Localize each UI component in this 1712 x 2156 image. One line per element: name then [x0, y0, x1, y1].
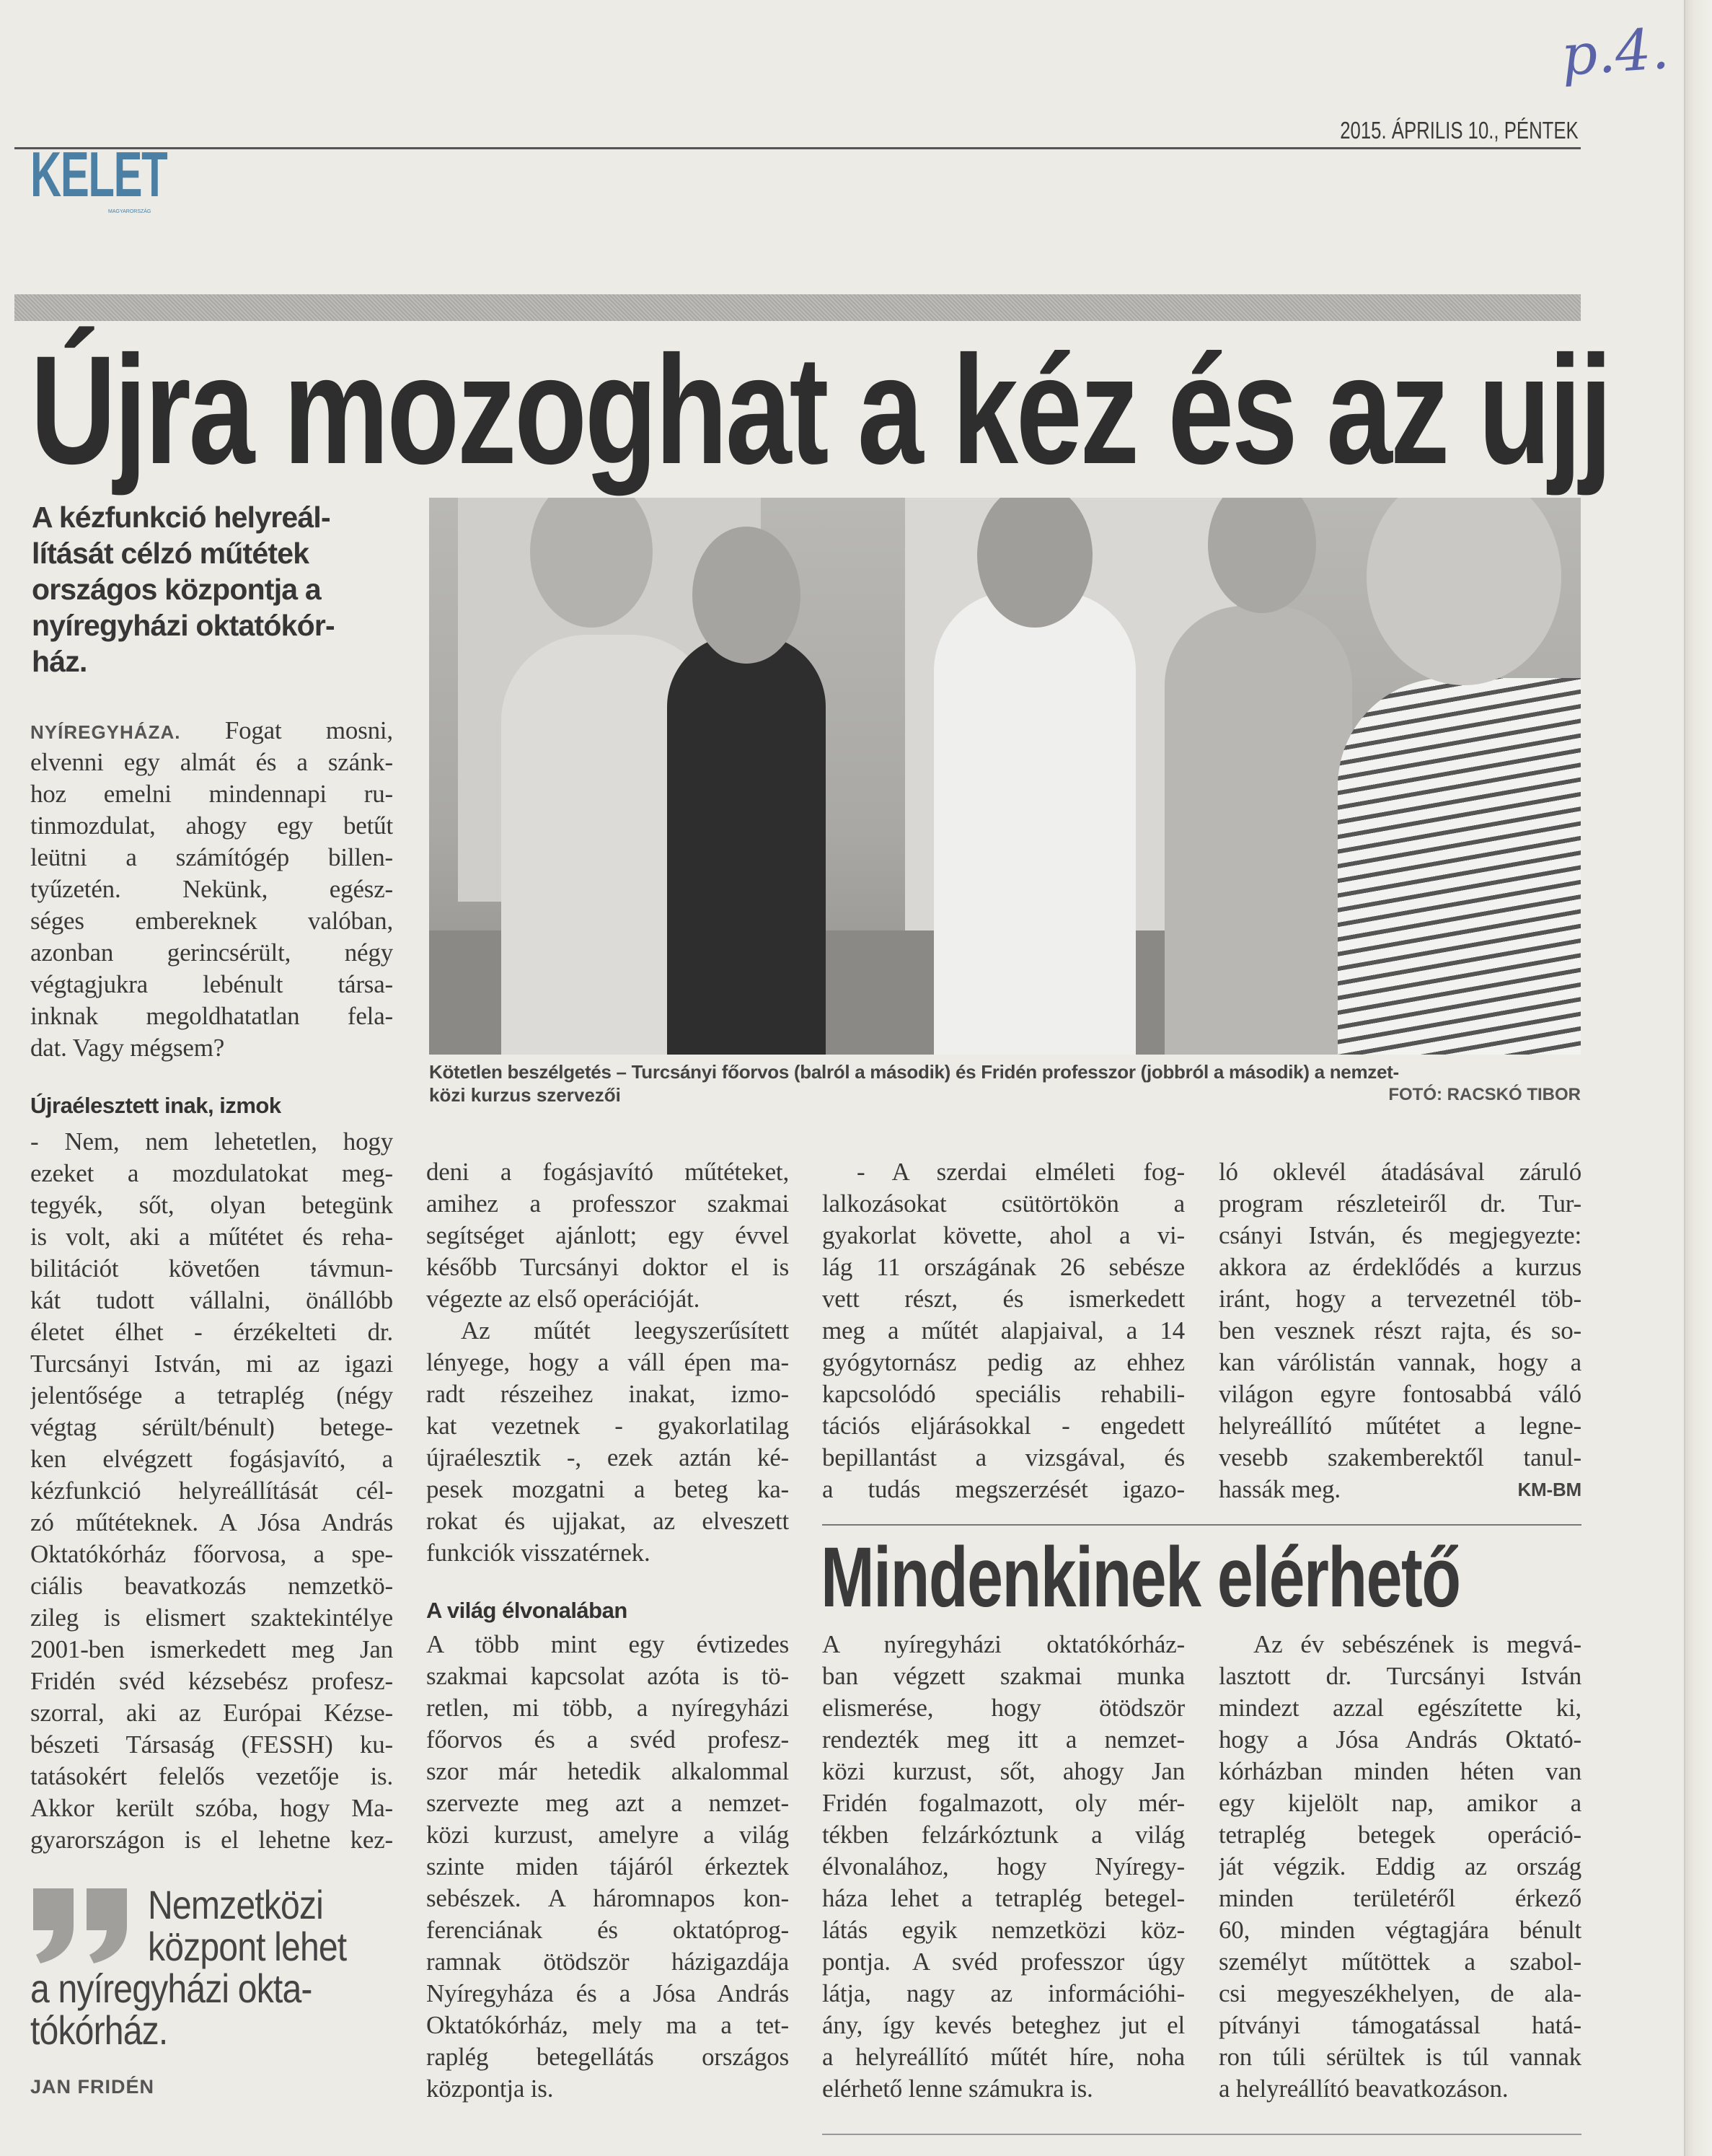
newspaper-logo-subtitle: MAGYARORSZÁG: [108, 209, 151, 214]
text-line: gyakorlat követte, ahol a vi-: [822, 1221, 1185, 1249]
text-line: ciális beavatkozás nemzetkö-: [30, 1572, 393, 1600]
dateline: NYÍREGYHÁZA.: [30, 721, 181, 743]
column-4-body: [1219, 1156, 1581, 1505]
article-photo: [429, 498, 1581, 1055]
text-line: helyreállító műtétet a legne-: [1219, 1412, 1581, 1440]
text-line: akkora az érdeklődés a kurzus: [1219, 1253, 1581, 1281]
pull-quote-line: tókórház.: [30, 2007, 168, 2053]
text-line: kát tudott vállalni, önállóbb: [30, 1286, 393, 1314]
text-line: Fridén svéd kézsebész profesz-: [30, 1667, 393, 1695]
text-line: kapcsolódó speciális rehabili-: [822, 1380, 1185, 1408]
text-line: ány, így kevés beteghez jut el: [822, 2011, 1185, 2039]
text-line: pontja. A svéd professzor úgy: [822, 1948, 1185, 1976]
text-line: ron túli sérültek is túl vannak: [1219, 2043, 1581, 2071]
pull-quote-attribution: JAN FRIDÉN: [30, 2076, 155, 2098]
photo-person-head: [692, 527, 800, 664]
photo-person: [667, 635, 826, 1055]
text-line: radt részeihez inakat, izmo-: [426, 1380, 789, 1408]
text-line: segítséget ajánlott; egy évvel: [426, 1221, 789, 1249]
text-line: tegyék, sőt, olyan betegünk: [30, 1191, 393, 1219]
photo-person-head: [1367, 498, 1561, 685]
text-line: mindezt azzal egészítette ki,: [1219, 1694, 1581, 1722]
text-line: elismerése, hogy ötödször: [822, 1694, 1185, 1722]
intro-paragraph: [30, 715, 393, 1064]
text-line: Nyíregyháza és a Jósa András: [426, 1979, 789, 2007]
scan-edge: [1684, 0, 1712, 2156]
text-line: Oktatókórház főorvosa, a spe-: [30, 1540, 393, 1568]
text-line: lasztott dr. Turcsányi István: [1219, 1662, 1581, 1690]
text-line: a tudás megszerzését igazo-: [822, 1475, 1185, 1503]
column-2-body: [426, 1156, 789, 1569]
text-line: bilitációt követően távmun-: [30, 1254, 393, 1282]
article-headline: Újra mozoghat a kéz és az ujj: [30, 324, 1610, 496]
text-line: ferenciának és oktatóprog-: [426, 1916, 789, 1944]
photo-person: [1165, 606, 1352, 1055]
text-line: tációs eljárásokkal - engedett: [822, 1412, 1185, 1440]
text-line: zileg is elismert szaktekintélye: [30, 1603, 393, 1632]
newspaper-logo: KELET: [30, 138, 167, 210]
text-line: minden területéről érkező: [1219, 1884, 1581, 1912]
text-line: Akkor került szóba, hogy Ma-: [30, 1794, 393, 1822]
caption-line: közi kurzus szervezői: [429, 1084, 621, 1106]
text-line: személyt műtöttek a szabol-: [1219, 1948, 1581, 1976]
text-line: elérhető lenne számukra is.: [822, 2074, 1093, 2103]
column-1-body: [30, 1126, 393, 1856]
sidebar-column-2: [1219, 1629, 1581, 2105]
text-line: azonban gerincsérült, négy: [30, 938, 393, 967]
text-line: jelentősége a tetraplég (négy: [30, 1381, 393, 1409]
text-line: Fridén fogalmazott, oly mér-: [822, 1789, 1185, 1817]
text-line: csányi István, és megjegyezte:: [1219, 1221, 1581, 1249]
text-line: végtag sérült/bénult) betege-: [30, 1413, 393, 1441]
text-line: kézfunkció helyreállítását cél-: [30, 1477, 393, 1505]
subhead: Újraélesztett inak, izmok: [30, 1093, 281, 1118]
text-line-rest: hassák meg.: [1219, 1475, 1341, 1503]
text-line: hoz emelni mindennapi ru-: [30, 780, 393, 808]
text-line: kan várólistán vannak, hogy a: [1219, 1348, 1581, 1376]
text-line: a helyreállító beavatkozáson.: [1219, 2074, 1509, 2103]
text-line: látja, nagy az információhi-: [822, 1979, 1185, 2007]
text-line: amihez a professzor szakmai: [426, 1189, 789, 1218]
text-line: szakmai kapcsolat azóta is tö-: [426, 1662, 789, 1690]
text-line: egy kijelölt nap, amikor a: [1219, 1789, 1581, 1817]
text-line: gyarországon is el lehetne kez-: [30, 1826, 393, 1854]
text-line: világon egyre fontosabbá váló: [1219, 1380, 1581, 1408]
text-line: csi megyeszékhelyen, de ala-: [1219, 1979, 1581, 2007]
text-line: inknak megoldhatatlan fela-: [30, 1002, 393, 1030]
text-line: lalkozásokat csütörtökön a: [822, 1189, 1185, 1218]
text-line: ló oklevél átadásával záruló: [1219, 1158, 1581, 1186]
text-line: újraélesztik -, ezek aztán ké-: [426, 1443, 789, 1471]
text-line: pítványi támogatással hatá-: [1219, 2011, 1581, 2039]
text-line: program részleteiről dr. Tur-: [1219, 1189, 1581, 1218]
sidebar-top-rule: [822, 1524, 1581, 1526]
text-line: hogy a Jósa András Oktató-: [1219, 1725, 1581, 1754]
pull-quote-line: központ lehet: [148, 1924, 347, 1969]
column-2-body-continued: [426, 1629, 789, 2105]
quote-mark-icon: [30, 1888, 131, 1963]
photo-caption: [429, 1060, 1581, 1106]
text-line: a helyreállító műtét híre, noha: [822, 2043, 1185, 2071]
sidebar-headline: Mindenkinek elérhető: [821, 1530, 1460, 1625]
lead-line: országos központja a: [32, 573, 321, 606]
text-line: - Nem, nem lehetetlen, hogy: [30, 1127, 393, 1156]
text-line: ben vesznek részt rajta, és so-: [1219, 1316, 1581, 1345]
text-line: retlen, mi több, a nyíregyházi: [426, 1694, 789, 1722]
text-line: Az műtét leegyszerűsített: [461, 1316, 789, 1345]
text-line: Turcsányi István, mi az igazi: [30, 1350, 393, 1378]
text-line-rest: Fogat mosni,: [224, 716, 393, 744]
text-line: szinte miden tájáról érkeztek: [426, 1852, 789, 1880]
text-line: A nyíregyházi oktatókórház-: [822, 1630, 1185, 1658]
text-line: sebészek. A háromnapos kon-: [426, 1884, 789, 1912]
text-line: háza lehet a tetraplég betegel-: [822, 1884, 1185, 1912]
text-line: bepillantást a vizsgával, és: [822, 1443, 1185, 1471]
text-line: raplég betegellátás országos: [426, 2043, 789, 2071]
text-line: vett részt, és ismerkedett: [822, 1285, 1185, 1313]
text-line: rokat és ujjakat, az elveszett: [426, 1507, 789, 1535]
photo-person: [1338, 678, 1581, 1055]
text-line: elvenni egy almát és a szánk-: [30, 748, 393, 776]
column-3-body: [822, 1156, 1185, 1505]
text-line: vesebb szakemberektől tanul-: [1219, 1443, 1581, 1471]
photo-person: [934, 591, 1136, 1055]
handwritten-page-note: p.4.: [1559, 16, 1672, 89]
text-line: gyógytornász pedig az ehhez: [822, 1348, 1185, 1376]
lead-line: lítását célzó műtétek: [32, 537, 309, 570]
text-line: kórházban minden héten van: [1219, 1757, 1581, 1785]
text-line: [30, 715, 393, 747]
text-line: séges embereknek valóban,: [30, 907, 393, 935]
text-line: is volt, aki a műtétet és reha-: [30, 1223, 393, 1251]
text-line: pesek mozgatni a beteg ka-: [426, 1475, 789, 1503]
issue-date: 2015. ÁPRILIS 10., PÉNTEK: [1340, 117, 1579, 144]
text-line: iránt, hogy a tervezetnél töb-: [1219, 1285, 1581, 1313]
text-line: közi kurzust, amelyre a világ: [426, 1821, 789, 1849]
text-line: szor már hetedik alkalommal: [426, 1757, 789, 1785]
photo-credit: FOTÓ: RACSKÓ TIBOR: [1388, 1085, 1581, 1104]
text-line: látás egyik nemzetközi köz-: [822, 1916, 1185, 1944]
text-line: végtagjukra lebénult társa-: [30, 970, 393, 998]
text-line: végezte az első operációját.: [426, 1285, 700, 1313]
text-line: tatásokért felelős vezetője is.: [30, 1762, 393, 1790]
lead-line: ház.: [32, 645, 87, 678]
author-signature: KM-BM: [1517, 1479, 1581, 1500]
sidebar-column-1: [822, 1629, 1185, 2105]
caption-line: Kötetlen beszélgetés – Turcsányi főorvos (balról a második) és Fridén professzor (jobbról a második) a nemzet-: [429, 1061, 1399, 1083]
text-line: tinmozdulat, ahogy egy betűt: [30, 811, 393, 840]
text-line: - A szerdai elméleti fog-: [857, 1158, 1185, 1186]
lead-line: nyíregyházi oktatókór-: [32, 609, 335, 642]
text-line: központja is.: [426, 2074, 554, 2103]
text-line: ban végzett szakmai munka: [822, 1662, 1185, 1690]
text-line: meg a műtét alapjaival, a 14: [822, 1316, 1185, 1345]
text-line: 60, minden végtagjára bénult: [1219, 1916, 1581, 1944]
text-line: zó műtéteknek. A Jósa András: [30, 1508, 393, 1536]
text-line: főorvos és a svéd profesz-: [426, 1725, 789, 1754]
text-line: ken elvégzett fogásjavító, a: [30, 1445, 393, 1473]
text-line: kat vezetnek - gyakorlatilag: [426, 1412, 789, 1440]
text-line: tyűzetén. Nekünk, egész-: [30, 875, 393, 903]
subhead: A világ élvonalában: [426, 1598, 627, 1623]
text-line: Az év sebészének is megvá-: [1253, 1630, 1581, 1658]
pull-quote-line: Nemzetközi: [148, 1882, 323, 1927]
lead-line: A kézfunkció helyreál-: [32, 501, 330, 534]
text-line: tetraplég betegek operáció-: [1219, 1821, 1581, 1849]
text-line: lág 11 országának 26 sebésze: [822, 1253, 1185, 1281]
text-line: életet élhet - érzékelteti dr.: [30, 1318, 393, 1346]
text-line: leütni a számítógép billen-: [30, 843, 393, 871]
text-line: ramnak ötödször házigazdája: [426, 1948, 789, 1976]
text-line: A több mint egy évtizedes: [426, 1630, 789, 1658]
text-line: később Turcsányi doktor el is: [426, 1253, 789, 1281]
text-line: szervezte meg azt a nemzet-: [426, 1789, 789, 1817]
masthead-rule: [14, 147, 1581, 149]
article-lead: [32, 499, 407, 679]
text-line: közi kurzust, sőt, ahogy Jan: [822, 1757, 1185, 1785]
text-line: tékben felzárkóztunk a világ: [822, 1821, 1185, 1849]
text-line: [1219, 1474, 1581, 1505]
text-line: bészeti Társaság (FESSH) ku-: [30, 1730, 393, 1759]
sidebar-bottom-rule: [822, 2134, 1581, 2135]
text-line: deni a fogásjavító műtéteket,: [426, 1158, 789, 1186]
text-line: lényege, hogy a váll épen ma-: [426, 1348, 789, 1376]
text-line: ezeket a mozdulatokat meg-: [30, 1159, 393, 1187]
pull-quote-line: a nyíregyházi okta-: [30, 1966, 312, 2011]
text-line: ját végzik. Eddig az ország: [1219, 1852, 1581, 1880]
text-line: Oktatókórház, mely ma a tet-: [426, 2011, 789, 2039]
text-line: rendezték meg itt a nemzet-: [822, 1725, 1185, 1754]
text-line: 2001-ben ismerkedett meg Jan: [30, 1635, 393, 1663]
section-band: [14, 294, 1581, 321]
text-line: szorral, aki az Európai Kézse-: [30, 1699, 393, 1727]
text-line: funkciók visszatérnek.: [426, 1539, 650, 1567]
text-line: élvonalához, hogy Nyíregy-: [822, 1852, 1185, 1880]
text-line: dat. Vagy mégsem?: [30, 1034, 225, 1062]
